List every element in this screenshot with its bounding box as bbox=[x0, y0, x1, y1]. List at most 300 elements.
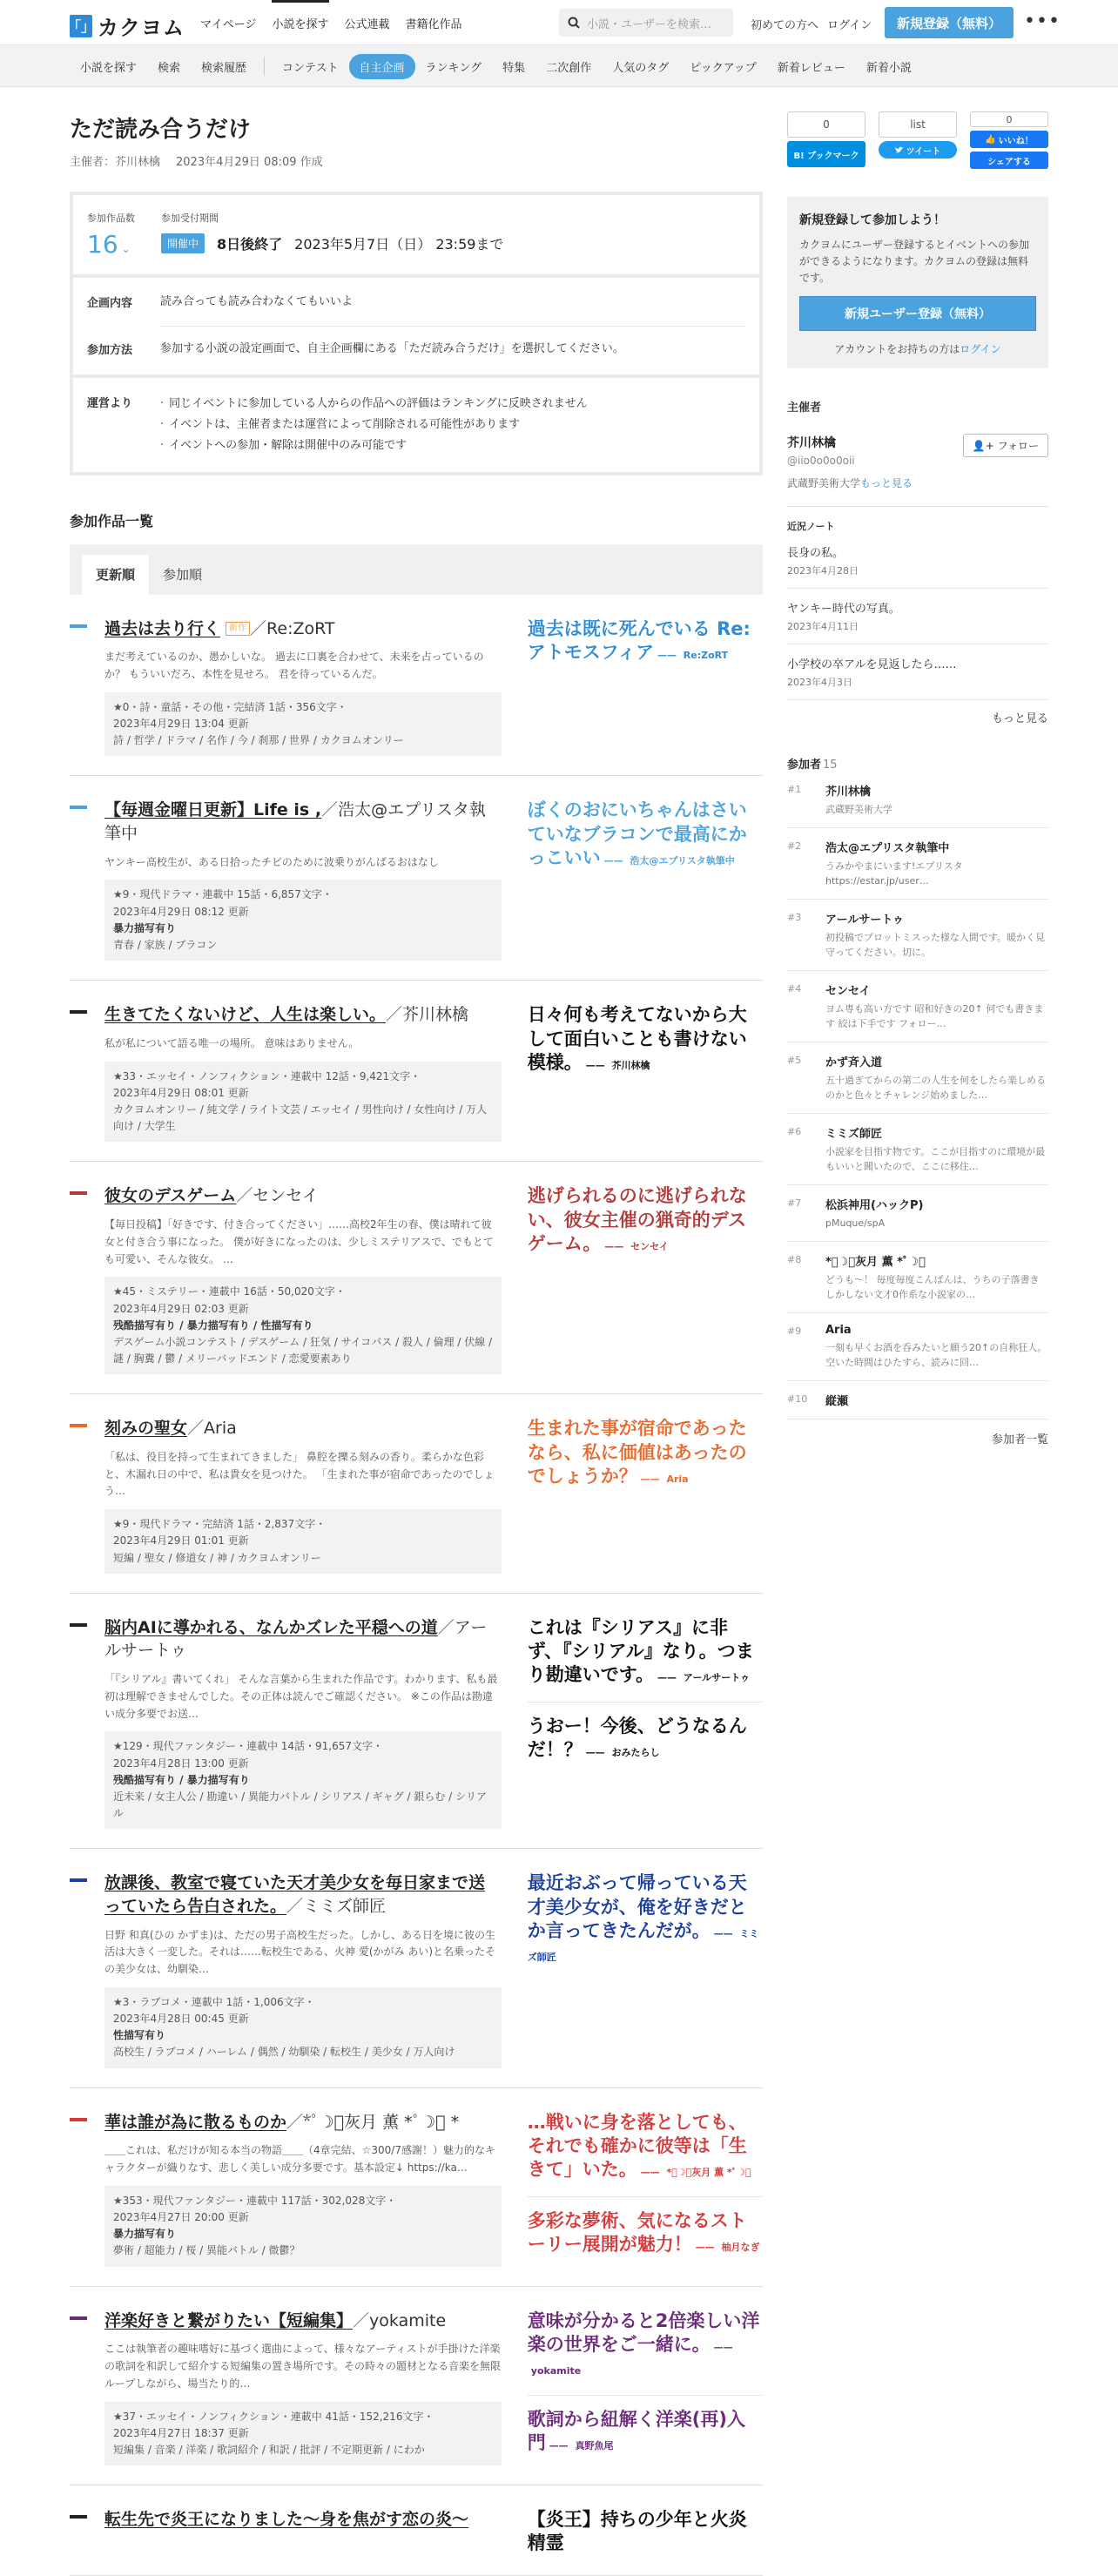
join-login-line bbox=[799, 341, 1036, 356]
work-author-link[interactable]: Aria bbox=[204, 1419, 237, 1439]
work-stats: ★45・ミステリー・連載中 16話・50,020文字・ bbox=[113, 1285, 346, 1298]
work-color-bar bbox=[70, 2515, 87, 2519]
work-author-link[interactable]: yokamite bbox=[369, 2310, 447, 2330]
rules-label: 運営より bbox=[87, 396, 133, 410]
catchphrase-author: *ﾟ☽ﾟ灰月 薫 *ﾟ☽ﾟ bbox=[666, 2167, 751, 2179]
more-menu-icon[interactable]: ••• bbox=[1024, 10, 1061, 32]
side-column bbox=[787, 87, 1048, 1446]
subnav-contest[interactable]: コンテスト bbox=[282, 61, 339, 75]
event-rules-row bbox=[73, 378, 759, 472]
member-rank: #5 bbox=[787, 1054, 802, 1066]
subnav-new-reviews[interactable]: 新着レビュー bbox=[777, 61, 845, 75]
subnav-divider bbox=[264, 57, 265, 76]
note-date: 2023年4月28日 bbox=[787, 564, 859, 577]
fb-like-label: いいね！ bbox=[998, 136, 1034, 146]
work-author-link[interactable]: センセイ bbox=[253, 1186, 319, 1206]
work-title-link[interactable]: 【毎週金曜日更新】Life is , bbox=[104, 800, 322, 820]
work-card bbox=[70, 2287, 763, 2486]
title-separator: ／ bbox=[286, 1896, 304, 1916]
recent-notes bbox=[787, 506, 1048, 725]
fb-count: 0 bbox=[970, 111, 1048, 127]
catchphrase[interactable] bbox=[528, 1702, 763, 1763]
work-updated: 2023年4月28日 00:45 更新 bbox=[113, 2013, 249, 2026]
event-details-row bbox=[73, 278, 759, 374]
work-updated: 2023年4月28日 13:00 更新 bbox=[113, 1757, 249, 1770]
title-separator: ／ bbox=[236, 1186, 253, 1206]
catchphrase-dash: —— bbox=[710, 1927, 737, 1939]
work-count: 16 bbox=[87, 230, 118, 259]
catchphrase-dash: —— bbox=[582, 1059, 609, 1071]
work-color-bar bbox=[70, 1878, 87, 1882]
works-tabs bbox=[70, 544, 763, 595]
tab-updated[interactable]: 更新順 bbox=[82, 555, 149, 595]
member-item[interactable] bbox=[787, 772, 1048, 828]
main-column bbox=[70, 87, 763, 2576]
member-item[interactable] bbox=[787, 1185, 1048, 1242]
work-color-bar bbox=[70, 2316, 87, 2320]
work-stats: ★9・現代ドラマ・連載中 15話・6,857文字・ bbox=[113, 888, 333, 901]
work-meta bbox=[104, 1509, 502, 1574]
work-meta bbox=[104, 1731, 502, 1829]
work-title-line bbox=[104, 617, 502, 641]
work-card bbox=[70, 2088, 763, 2287]
work-tags[interactable]: 詩 / 哲学 / ドラマ / 名作 / 今 / 刹那 / 世界 / カクヨムオンリー bbox=[113, 734, 404, 747]
host-more-link[interactable]: もっと見る bbox=[860, 476, 913, 489]
deadline: 2023年5月7日（日） 23:59まで bbox=[294, 236, 504, 253]
work-meta bbox=[104, 2402, 502, 2466]
member-rank: #3 bbox=[787, 911, 802, 923]
sub-nav bbox=[0, 45, 1118, 87]
catchphrases bbox=[528, 2111, 763, 2267]
subnav-search[interactable]: 検索 bbox=[158, 61, 181, 75]
new-badge: 新作 bbox=[226, 622, 250, 636]
catchphrase[interactable] bbox=[528, 2111, 763, 2182]
work-meta bbox=[104, 1277, 502, 1374]
work-color-bar bbox=[70, 806, 87, 809]
logo-mark: 「」 bbox=[70, 15, 92, 37]
catchphrases bbox=[528, 2508, 763, 2556]
subnav-self-events[interactable]: 自主企画 bbox=[349, 54, 415, 79]
work-updated: 2023年4月29日 08:12 更新 bbox=[113, 905, 249, 918]
catchphrase-dash: —— bbox=[710, 2341, 733, 2353]
member-name: 浩太@エプリスタ執筆中 bbox=[825, 841, 950, 855]
host-bio bbox=[787, 475, 1048, 490]
host-name[interactable]: 芥川林檎 bbox=[787, 435, 836, 450]
fb-share-button[interactable]: シェアする bbox=[970, 152, 1048, 169]
join-box bbox=[787, 197, 1048, 368]
member-rank: #4 bbox=[787, 982, 802, 995]
work-meta bbox=[104, 1062, 502, 1143]
work-color-bar bbox=[70, 624, 87, 628]
work-intro: ＿＿これは、私だけが知る本当の物語＿＿（4章完結、☆300/7感謝！）魅力的なキャラクターが織りなす、悲しく美しい成分多要です。基本設定↓ https://ka… bbox=[104, 2144, 495, 2175]
event-info-box bbox=[70, 192, 763, 475]
work-stats: ★353・現代ファンタジー・連載中 117話・302,028文字・ bbox=[113, 2194, 397, 2207]
title-separator: ／ bbox=[187, 1419, 205, 1439]
work-title-line bbox=[104, 2310, 502, 2333]
person-plus-icon: 👤+ bbox=[972, 439, 994, 452]
members-count: 15 bbox=[823, 758, 838, 772]
share-buttons bbox=[787, 111, 1048, 169]
hatena-bookmark-button[interactable]: B! ブックマーク bbox=[787, 141, 865, 167]
work-title-link[interactable]: 脳内AIに導かれる、なんかズレた平穏への道 bbox=[104, 1617, 438, 1637]
catchphrase[interactable] bbox=[528, 2508, 763, 2556]
nav-official-serial[interactable]: 公式連載 bbox=[344, 17, 390, 31]
catchphrase-text: 多彩な夢術、気になるストーリー展開が魅力！ bbox=[527, 2209, 747, 2255]
work-tags[interactable]: 夢術 / 超能力 / 桜 / 異能バトル / 微鬱？ bbox=[113, 2244, 300, 2257]
work-color-bar bbox=[70, 1424, 87, 1427]
work-meta bbox=[104, 1987, 502, 2068]
work-title-link[interactable]: 生きてたくないけど、人生は楽しい。 bbox=[104, 1005, 387, 1025]
note-item[interactable] bbox=[787, 589, 1048, 644]
work-title-link[interactable]: 転生先で炎王になりました～身を焦がす恋の炎～ bbox=[104, 2510, 469, 2530]
member-desc: 五十過ぎてからの第二の人生を何をしたら楽しめるのかと色々とチャレンジ始めました… bbox=[825, 1074, 1046, 1101]
member-item[interactable] bbox=[787, 1381, 1048, 1419]
catchphrase-text: うおー！今後、どうなるんだ！？ bbox=[527, 1715, 747, 1761]
event-status-row bbox=[73, 195, 759, 274]
count-label: 参加作品数 bbox=[87, 212, 135, 224]
catchphrase-text: 【炎王】持ちの少年と火炎精霊 bbox=[527, 2509, 747, 2554]
all-members-link[interactable]: 参加者一覧 bbox=[991, 1433, 1048, 1446]
nav-find-novels[interactable]: 小説を探す bbox=[272, 0, 328, 45]
catchphrase-text: 日々何も考えてないから大して面白いことも書けない模様。 bbox=[527, 1004, 747, 1073]
subnav-popular-tags[interactable]: 人気のタグ bbox=[612, 61, 670, 75]
catchphrase-dash: —— bbox=[600, 855, 627, 867]
catchphrase-author: ミミズ師匠 bbox=[527, 1927, 759, 1964]
work-stats: ★37・エッセイ・ノンフィクション・連載中 41話・152,216文字・ bbox=[113, 2410, 434, 2423]
page-title: ただ読み合うだけ bbox=[70, 117, 252, 143]
work-color-bar bbox=[70, 2118, 87, 2121]
catchphrase-text: 歌詞から紐解く洋楽(再)入門 bbox=[527, 2408, 745, 2453]
work-updated: 2023年4月27日 18:37 更新 bbox=[113, 2426, 249, 2439]
catchphrase-text: 最近おぶって帰っている天才美少女が、俺を好きだとか言ってきたんだが。 bbox=[527, 1872, 747, 1941]
host-heading: 主催者 bbox=[787, 401, 822, 415]
work-tags[interactable]: デスゲーム小説コンテスト / デスゲーム / 狂気 / サイコパス / 殺人 / 倫理 / 伏線 / 謎 / 胸糞 / 鬱 / メリーバッドエンド / 恋愛要素あり bbox=[113, 1335, 493, 1366]
work-stats: ★9・現代ドラマ・完結済 1話・2,837文字・ bbox=[113, 1518, 327, 1531]
catchphrase-author: おみたらし bbox=[611, 1747, 660, 1759]
member-name: *ﾟ☽ﾟ灰月 薫 *ﾟ☽ﾟ bbox=[825, 1255, 926, 1269]
work-tags[interactable]: 近未来 / 女主人公 / 勘違い / 異能力バトル / シリアス / ギャグ / 銀らむ / シリアル bbox=[113, 1790, 487, 1820]
work-color-bar bbox=[70, 1010, 87, 1014]
catchphrases bbox=[528, 1003, 763, 1142]
work-card bbox=[70, 1162, 763, 1394]
organizer-line: 主催者：芥川林檎 bbox=[70, 156, 161, 169]
work-title-line bbox=[104, 799, 502, 845]
work-title-line bbox=[104, 1616, 502, 1662]
note-title: ヤンキー時代の写真。 bbox=[787, 602, 900, 616]
work-intro: 「『シリアル』書いてくれ」 そんな言葉から生まれた作品です。わかります、私も最初は理解できませんでした。その正体は読んでご確認ください。 ※この作品は勘違い成分多要でお送… bbox=[104, 1673, 498, 1720]
note-date: 2023年4月3日 bbox=[787, 676, 852, 688]
catchphrase-author: 柚月なぎ bbox=[721, 2241, 760, 2253]
content-text: 読み合っても読み合わなくてもいいよ bbox=[160, 295, 354, 308]
work-meta bbox=[104, 2186, 502, 2267]
works-list bbox=[70, 595, 763, 2576]
catchphrase-dash: —— bbox=[601, 1240, 628, 1252]
work-stats: ★129・現代ファンタジー・連載中 14話・91,657文字・ bbox=[113, 1740, 384, 1753]
member-rank: #1 bbox=[787, 783, 802, 795]
work-title-link[interactable]: 彼女のデスゲーム bbox=[104, 1186, 237, 1206]
subnav-features[interactable]: 特集 bbox=[502, 61, 526, 75]
work-title-line bbox=[104, 1871, 502, 1918]
catchphrase-dash: —— bbox=[654, 650, 680, 662]
work-author-link[interactable]: 芥川林檎 bbox=[402, 1005, 469, 1025]
catchphrase-text: ぼくのおにいちゃんはさいていなブラコンで最高にかっこいい bbox=[527, 799, 747, 869]
member-name: Aria bbox=[825, 1323, 852, 1337]
member-rank: #8 bbox=[787, 1253, 802, 1265]
work-tags[interactable]: 青春 / 家族 / ブラコン bbox=[113, 939, 218, 952]
catchphrase-dash: —— bbox=[582, 1747, 609, 1759]
member-name: アールサートゥ bbox=[825, 913, 905, 927]
work-card bbox=[70, 595, 763, 777]
rule-item: · 同じイベントに参加している人からの作品への評価はランキングに反映されません bbox=[160, 394, 588, 415]
member-name: 芥川林檎 bbox=[825, 785, 872, 799]
member-item[interactable] bbox=[787, 1242, 1048, 1313]
tweet-count: list bbox=[879, 111, 957, 138]
note-item[interactable] bbox=[787, 533, 1048, 589]
catchphrase-author: 真野魚尾 bbox=[575, 2439, 614, 2451]
work-title-link[interactable]: 放課後、教室で寝ていた天才美少女を毎日家まで送っていたら告白された。 bbox=[104, 1873, 486, 1916]
member-name: センセイ bbox=[825, 984, 871, 998]
title-separator: ／ bbox=[321, 800, 339, 820]
work-warnings: 暴力描写有り bbox=[113, 921, 177, 934]
member-item[interactable] bbox=[787, 828, 1048, 900]
catchphrase[interactable] bbox=[528, 2395, 763, 2456]
event-meta bbox=[70, 152, 763, 169]
thumbs-up-icon: 👍 bbox=[985, 134, 996, 145]
member-item[interactable] bbox=[787, 1042, 1048, 1114]
subnav-ranking[interactable]: ランキング bbox=[425, 61, 482, 75]
catchphrase-author: センセイ bbox=[630, 1240, 669, 1252]
work-intro: 【毎日投稿】「好きです、付き合ってください」……高校2年生の春、僕は晴れて彼女と付き合う事になった。 僕が好きになったのは、少しミステリアスで、でもとても可愛い、そんな彼女。 … bbox=[104, 1217, 494, 1265]
catchphrase-text: 意味が分かると2倍楽しい洋楽の世界をご一緒に。 bbox=[527, 2310, 760, 2355]
status-badge: 開催中 bbox=[161, 233, 205, 253]
subnav-new-novels[interactable]: 新着小説 bbox=[865, 61, 912, 75]
member-rank: #6 bbox=[787, 1125, 802, 1137]
work-author-link[interactable]: 浩太@エプリスタ執筆中 bbox=[104, 800, 486, 844]
follow-label: フォロー bbox=[997, 439, 1039, 452]
signup-button[interactable]: 新規登録（無料） bbox=[885, 7, 1014, 38]
join-text: カクヨムにユーザー登録するとイベントへの参加ができるようになります。カクヨムの登録は無料です。 bbox=[799, 239, 1030, 285]
work-card bbox=[70, 1849, 763, 2087]
catchphrase-author: Aria bbox=[666, 1473, 689, 1485]
member-desc: ヨム専も高い方です 昭和好きの20↑ 何でも書きます 絞は下手です フォロー… bbox=[825, 1002, 1044, 1029]
catchphrase-author: yokamite bbox=[530, 2365, 582, 2377]
logo-text: カクヨム bbox=[98, 16, 185, 40]
member-rank: #9 bbox=[787, 1325, 802, 1337]
member-desc: 一刻も早くお酒を呑みたいと願う20↑の自称狂人。空いた時間はひたすら、読みに回… bbox=[825, 1341, 1047, 1368]
method-label: 参加方法 bbox=[87, 343, 133, 357]
catchphrase-dash: —— bbox=[636, 2167, 663, 2179]
rule-item: · イベントは、主催者または運営によって削除される可能性があります bbox=[160, 415, 588, 435]
member-desc: 小説家を目指す物です。ここが目指すのに環境が最もいいと聞いたので、ここに移住… bbox=[825, 1145, 1046, 1172]
catchphrase-text: 過去は既に死んでいる Re:アトモスフィア bbox=[527, 617, 751, 664]
fb-like-button[interactable] bbox=[970, 131, 1048, 148]
catchphrase[interactable] bbox=[528, 1003, 763, 1075]
tweet-label: ツイート bbox=[906, 146, 941, 157]
work-updated: 2023年4月27日 20:00 更新 bbox=[113, 2211, 249, 2224]
work-tags[interactable]: 高校生 / ラブコメ / ハーレム / 偶然 / 幼馴染 / 転校生 / 美少女 / 万人向け bbox=[113, 2046, 455, 2059]
work-card bbox=[70, 1594, 763, 1850]
catchphrase[interactable] bbox=[528, 1616, 763, 1688]
catchphrases bbox=[528, 617, 763, 757]
note-item[interactable] bbox=[787, 644, 1048, 700]
work-intro: 日野 和真(ひの かずま)は、ただの男子高校生だった。しかし、ある日を境に彼の生活は大きく一変した。それは……転校生である、火神 愛(かがみ あい)と名乗ったその美少女は、幼馴染… bbox=[104, 1928, 495, 1976]
subnav-search-history[interactable]: 検索履歴 bbox=[201, 61, 247, 75]
work-tags[interactable]: 短編 / 聖女 / 修道女 / 神 / カクヨムオンリー bbox=[113, 1551, 321, 1564]
nav-published-works[interactable]: 書籍化作品 bbox=[405, 17, 462, 31]
members-title: 参加者 bbox=[787, 758, 822, 772]
work-updated: 2023年4月29日 08:01 更新 bbox=[113, 1086, 249, 1099]
note-date: 2023年4月11日 bbox=[787, 620, 859, 632]
host-section bbox=[787, 398, 1048, 725]
work-title-line bbox=[104, 1184, 502, 1208]
rules-list bbox=[160, 394, 588, 456]
catchphrase-author: Re:ZoRT bbox=[683, 650, 729, 662]
work-intro: 「私は、役目を持って生まれてきました」 鼻腔を擽る刻みの香り。柔らかな色彩と、木漏れ日の中で、私は貴女を見つけた。 「生まれた事が宿命であったのでしょう… bbox=[104, 1450, 495, 1498]
title-separator: ／ bbox=[353, 2310, 370, 2330]
catchphrase[interactable] bbox=[528, 1417, 763, 1488]
subnav-find[interactable]: 小説を探す bbox=[80, 61, 138, 75]
work-intro: ヤンキー高校生が、ある日拾ったチビのために波乗りがんばるおはなし bbox=[104, 855, 439, 868]
twitter-bird-icon bbox=[895, 146, 904, 154]
work-intro: ここは執筆者の趣味嗜好に基づく選曲によって、様々なアーティストが手掛けた洋楽の歌詞を和訳して紹介する短編集の置き場所です。その時々の題材となる音楽を無限ループしながら、場当たり的… bbox=[104, 2343, 502, 2390]
nav-mypage[interactable]: マイページ bbox=[200, 17, 257, 31]
catchphrase-text: 逃げられるのに逃げられない、彼女主催の猟奇的デスゲーム。 bbox=[527, 1185, 747, 1254]
days-left: 8日後終了 bbox=[217, 236, 283, 253]
catchphrase[interactable] bbox=[528, 2310, 763, 2381]
work-author-link[interactable]: アールサートゥ bbox=[104, 1617, 488, 1661]
works-section-title: 参加作品一覧 bbox=[70, 512, 154, 529]
subnav-pickup[interactable]: ピックアップ bbox=[690, 61, 757, 75]
work-title-line bbox=[104, 2508, 502, 2532]
work-warnings: 性描写有り bbox=[113, 2029, 166, 2042]
top-header bbox=[0, 0, 1118, 45]
catchphrase[interactable] bbox=[528, 799, 763, 870]
catchphrase[interactable] bbox=[528, 1184, 763, 1256]
catchphrase-dash: —— bbox=[691, 2241, 718, 2253]
member-name: 縦瀬 bbox=[825, 1394, 849, 1408]
catchphrase[interactable] bbox=[528, 617, 763, 665]
search-icon bbox=[568, 17, 580, 29]
catchphrase-text: 生まれた事が宿命であったなら、私に価値はあったのでしょうか？ bbox=[527, 1418, 747, 1487]
work-card bbox=[70, 1394, 763, 1594]
content-label: 企画内容 bbox=[87, 297, 133, 310]
catchphrase-dash: —— bbox=[654, 1672, 680, 1684]
catchphrases bbox=[528, 1616, 763, 1830]
work-title-line bbox=[104, 1003, 502, 1027]
catchphrase-author: 芥川林檎 bbox=[611, 1059, 650, 1071]
work-author-link[interactable]: Re:ZoRT bbox=[266, 618, 335, 638]
login-link[interactable]: ログイン bbox=[827, 19, 872, 32]
work-card bbox=[70, 2485, 763, 2576]
work-warnings: 残酷描写有り / 暴力描写有り / 性描写有り bbox=[113, 1318, 313, 1332]
catchphrase-dash: —— bbox=[545, 2439, 572, 2451]
title-separator: ／ bbox=[386, 1005, 403, 1025]
work-warnings: 暴力描写有り bbox=[113, 2228, 177, 2241]
method-text: 参加する小説の設定画面で、自主企画欄にある「ただ読み合うだけ」を選択してください。 bbox=[160, 341, 624, 355]
member-desc: うみかやまにいます!エプリスタ https://estar.jp/user… bbox=[825, 860, 963, 887]
search-input[interactable] bbox=[559, 9, 733, 37]
title-separator: ／ bbox=[286, 2112, 304, 2132]
catchphrases bbox=[528, 1417, 763, 1574]
member-desc: 初投稿でプロットミスった様な人間です。暖かく見守ってください。切に。 bbox=[825, 931, 1046, 958]
host-school: 武蔵野美術大学 bbox=[787, 476, 861, 489]
work-stats: ★0・詩・童話・その他・完結済 1話・356文字・ bbox=[113, 700, 347, 713]
catchphrase[interactable] bbox=[528, 2196, 763, 2257]
catchphrase-author: 浩太@エプリスタ執筆中 bbox=[630, 855, 735, 867]
hatena-count: 0 bbox=[787, 111, 865, 138]
catchphrases bbox=[528, 1871, 763, 2067]
kakuyomu-logo[interactable] bbox=[67, 10, 185, 41]
members-heading bbox=[787, 755, 1048, 772]
member-desc: 武蔵野美術大学 bbox=[825, 803, 892, 815]
follow-button[interactable] bbox=[963, 434, 1048, 457]
catchphrase[interactable] bbox=[528, 1871, 763, 1966]
work-count-toggle[interactable] bbox=[87, 230, 135, 259]
work-title-link[interactable]: 華は誰が為に散るものか bbox=[104, 2112, 287, 2132]
title-separator: ／ bbox=[437, 1617, 455, 1637]
catchphrases bbox=[528, 799, 763, 961]
member-name: ミミズ師匠 bbox=[825, 1127, 883, 1141]
work-updated: 2023年4月29日 02:03 更新 bbox=[113, 1302, 249, 1315]
catchphrase-text: …戦いに身を落としても、それでも確かに彼等は「生きて」いた。 bbox=[527, 2111, 747, 2181]
member-item[interactable] bbox=[787, 1114, 1048, 1185]
members-section bbox=[787, 755, 1048, 1446]
member-rank: #2 bbox=[787, 840, 802, 852]
work-title-link[interactable]: 刻みの聖女 bbox=[104, 1419, 188, 1439]
first-time-link[interactable]: 初めての方へ bbox=[751, 19, 819, 32]
work-card bbox=[70, 981, 763, 1162]
period-label: 参加受付期間 bbox=[161, 212, 219, 224]
work-meta bbox=[104, 692, 502, 757]
work-tags[interactable]: カクヨムオンリー / 純文学 / ライト文芸 / エッセイ / 男性向け / 女性向け / 万人向け / 大学生 bbox=[113, 1103, 488, 1133]
side-login-link[interactable]: ログイン bbox=[960, 342, 1001, 355]
work-stats: ★33・エッセイ・ノンフィクション・連載中 12話・9,421文字・ bbox=[113, 1069, 421, 1082]
work-color-bar bbox=[70, 1191, 87, 1195]
work-author-link[interactable]: ミミズ師匠 bbox=[303, 1896, 387, 1916]
notes-more-link[interactable]: もっと見る bbox=[991, 711, 1048, 725]
work-title-link[interactable]: 過去は去り行く bbox=[104, 618, 221, 638]
member-item[interactable] bbox=[787, 971, 1048, 1042]
work-color-bar bbox=[70, 1623, 87, 1627]
work-updated: 2023年4月29日 13:04 更新 bbox=[113, 718, 249, 731]
work-title-link[interactable]: 洋楽好きと繋がりたい【短編集】 bbox=[104, 2310, 354, 2330]
join-login-prefix: アカウントをお持ちの方は bbox=[834, 342, 960, 355]
tab-joined[interactable]: 参加順 bbox=[163, 567, 203, 583]
work-tags[interactable]: 短編集 / 音楽 / 洋楽 / 歌詞紹介 / 和訳 / 批評 / 不定期更新 / にわか bbox=[113, 2443, 425, 2456]
work-author-link[interactable]: *ﾟ☽ﾟ灰月 薫 *ﾟ☽ﾟ * bbox=[303, 2112, 460, 2132]
catchphrase-text: これは『シリアス』に非ず、『シリアル』なり。つまり勘違いです。 bbox=[527, 1616, 754, 1686]
work-intro: 私が私について語る唯一の場所。 意味はありません。 bbox=[104, 1036, 360, 1049]
member-rank: #10 bbox=[787, 1393, 808, 1405]
member-name: 松浜神用(ハックP) bbox=[825, 1198, 924, 1212]
register-button[interactable]: 新規ユーザー登録（無料） bbox=[799, 296, 1036, 331]
work-stats: ★3・ラブコメ・連載中 1話・1,006文字・ bbox=[113, 1995, 315, 2008]
divider bbox=[160, 326, 745, 327]
member-desc: pMuque/spA bbox=[825, 1217, 886, 1229]
member-item[interactable] bbox=[787, 900, 1048, 971]
note-title: 長身の私。 bbox=[787, 546, 845, 560]
tweet-button[interactable] bbox=[879, 141, 957, 158]
catchphrase-dash: —— bbox=[636, 1473, 663, 1485]
work-warnings: 残酷描写有り / 暴力描写有り bbox=[113, 1773, 250, 1786]
notes-heading: 近況ノート bbox=[787, 520, 835, 532]
subnav-fanfiction[interactable]: 二次創作 bbox=[546, 61, 592, 75]
member-item[interactable] bbox=[787, 1313, 1048, 1381]
title-separator: ／ bbox=[250, 618, 267, 638]
work-card bbox=[70, 776, 763, 981]
chevron-down-icon: ⌄ bbox=[121, 243, 131, 255]
work-intro: まだ考えているのか、愚かしいな。 過去に口裏を合わせて、未来を占っているのか？ もういいだろ、本性を見せろ。 君を待っているんだ。 bbox=[104, 651, 484, 681]
